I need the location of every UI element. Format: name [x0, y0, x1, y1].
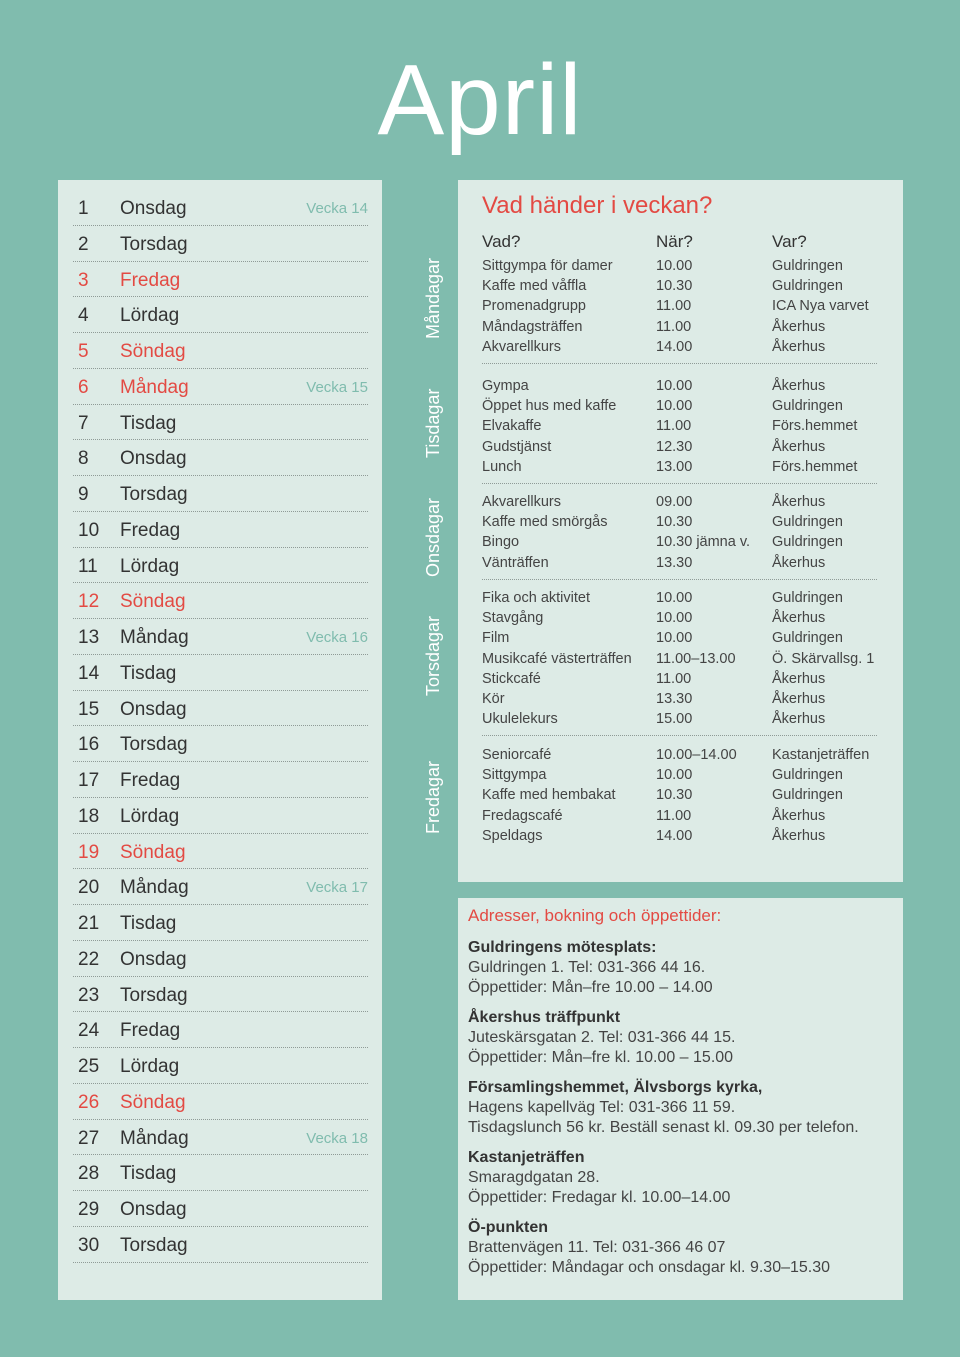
event-place: ICA Nya varvet [772, 298, 869, 315]
calendar-row [73, 476, 368, 512]
calendar-row [73, 762, 368, 798]
event-row [482, 317, 877, 337]
calendar-row [73, 548, 368, 584]
calendar-day-name: Torsdag [120, 1234, 188, 1256]
address-line: Öppettider: Mån–fre kl. 10.00 – 15.00 [468, 1049, 734, 1066]
calendar-day-name: Fredag [120, 519, 181, 541]
calendar-day-number: 19 [78, 841, 100, 863]
calendar-day-name: Onsdag [120, 698, 187, 720]
event-row [482, 437, 877, 457]
event-row [482, 256, 877, 276]
event-time: 13.30 [656, 554, 693, 571]
calendar-day-number: 20 [78, 877, 100, 899]
address-line: Tisdagslunch 56 kr. Beställ senast kl. 09.30 per telefon. [468, 1119, 859, 1136]
events-column-headers [482, 232, 882, 252]
calendar-day-name: Måndag [120, 376, 189, 398]
calendar-row [73, 1227, 368, 1263]
calendar-day-name: Onsdag [120, 198, 187, 219]
event-place: Åkerhus [772, 610, 826, 627]
event-activity: Sittgympa för damer [482, 258, 613, 274]
column-header-where: Var? [772, 232, 807, 251]
event-row [482, 457, 877, 477]
event-time: 10.30 [656, 514, 693, 531]
event-activity: Måndagsträffen [482, 318, 583, 335]
calendar-week-label: Vecka 18 [306, 1129, 368, 1147]
calendar-day-number: 9 [78, 484, 89, 505]
event-time: 10.00–14.00 [656, 747, 737, 763]
addresses-panel [458, 898, 903, 1300]
event-place: Åkerhus [772, 807, 826, 824]
event-place: Åkerhus [772, 690, 826, 707]
event-activity: Lunch [482, 458, 522, 475]
event-activity: Fika och aktivitet [482, 590, 590, 606]
event-place: Guldringen [772, 590, 843, 606]
event-row [482, 492, 877, 512]
calendar-week-label: Vecka 15 [306, 378, 368, 396]
calendar-day-number: 21 [78, 913, 100, 934]
calendar-day-name: Måndag [120, 877, 189, 899]
event-activity: Gympa [482, 378, 529, 394]
calendar-week-label: Vecka 17 [306, 879, 368, 897]
address-heading: Församlingshemmet, Älvsborgs kyrka, [468, 1079, 763, 1096]
event-time: 10.30 [656, 278, 693, 295]
calendar-row [73, 1120, 368, 1156]
event-activity: Kaffe med våffla [482, 278, 587, 295]
calendar-day-name: Lördag [120, 805, 180, 827]
event-activity: Film [482, 630, 510, 647]
event-time: 11.00 [656, 807, 692, 824]
calendar-day-number: 26 [78, 1091, 100, 1113]
calendar-row [73, 1084, 368, 1120]
calendar-day-number: 14 [78, 662, 100, 684]
calendar-row [73, 297, 368, 333]
address-block [468, 1008, 898, 1068]
calendar-day-number: 1 [78, 198, 89, 219]
calendar-day-name: Fredag [120, 1020, 181, 1042]
event-activity: Kaffe med hembakat [482, 787, 616, 804]
address-heading: Guldringens mötesplats: [468, 939, 657, 956]
page-title: April [377, 44, 583, 156]
address-block [468, 1078, 898, 1138]
event-time: 14.00 [656, 338, 693, 355]
calendar-day-name: Söndag [120, 341, 186, 362]
events-day-block [482, 256, 877, 364]
event-time: 10.00 [656, 610, 693, 627]
calendar-day-number: 18 [78, 805, 100, 827]
calendar-row [73, 655, 368, 691]
event-row [482, 806, 877, 826]
event-row [482, 709, 877, 729]
event-place: Åkerhus [772, 494, 826, 510]
event-place: Guldringen [772, 398, 843, 415]
calendar-day-name: Lördag [120, 1056, 180, 1077]
event-place: Åkerhus [772, 438, 826, 455]
calendar-day-name: Torsdag [120, 734, 188, 756]
events-day-block [482, 588, 877, 736]
calendar-row [73, 869, 368, 905]
event-time: 10.00 [656, 258, 693, 274]
calendar-day-name: Fredag [120, 269, 181, 291]
address-block [468, 1218, 898, 1278]
events-day-block [482, 492, 877, 580]
calendar-day-number: 15 [78, 698, 100, 720]
event-activity: Elvakaffe [482, 418, 542, 435]
calendar-day-number: 30 [78, 1234, 100, 1256]
event-time: 11.00 [656, 418, 692, 435]
event-time: 12.30 [656, 438, 693, 455]
event-place: Ö. Skärvallsg. 1 [772, 650, 875, 667]
event-place: Kastanjeträffen [772, 747, 870, 763]
event-place: Förs.hemmet [772, 418, 858, 435]
calendar-day-number: 22 [78, 948, 100, 970]
calendar-day-number: 12 [78, 591, 100, 613]
event-place: Guldringen [772, 787, 843, 804]
event-activity: Öppet hus med kaffe [482, 398, 617, 415]
calendar-day-number: 6 [78, 376, 89, 398]
calendar-week-label: Vecka 16 [306, 629, 368, 646]
calendar-row [73, 226, 368, 262]
calendar-day-number: 7 [78, 412, 89, 434]
calendar-day-number: 5 [78, 341, 89, 362]
event-time: 10.00 [656, 767, 693, 784]
event-time: 10.00 [656, 378, 693, 394]
event-time: 13.30 [656, 690, 693, 707]
address-block [468, 938, 898, 998]
event-activity: Vänträffen [482, 554, 549, 571]
calendar-day-name: Torsdag [120, 984, 188, 1006]
calendar-day-number: 28 [78, 1163, 100, 1185]
event-place: Guldringen [772, 278, 843, 295]
address-line: Brattenvägen 11. Tel: 031-366 46 07 [468, 1239, 726, 1256]
event-row [482, 512, 877, 532]
calendar-row [73, 190, 368, 226]
events-day-block [482, 376, 877, 484]
calendar-day-number: 25 [78, 1056, 100, 1077]
event-time: 10.30 [656, 787, 693, 804]
calendar-day-name: Söndag [120, 841, 186, 863]
event-activity: Akvarellkurs [482, 338, 561, 355]
calendar-day-name: Söndag [120, 1091, 186, 1113]
column-header-when: När? [656, 232, 693, 251]
event-activity: Kaffe med smörgås [482, 514, 608, 531]
event-activity: Akvarellkurs [482, 494, 561, 510]
event-row [482, 416, 877, 436]
event-activity: Fredagscafé [482, 807, 563, 824]
address-line: Öppettider: Måndagar och onsdagar kl. 9.30–15.30 [468, 1259, 831, 1276]
calendar-day-name: Tisdag [120, 662, 177, 684]
calendar-row [73, 1191, 368, 1227]
calendar-day-name: Onsdag [120, 1199, 187, 1220]
address-line: Smaragdgatan 28. [468, 1169, 600, 1186]
event-place: Åkerhus [772, 711, 826, 728]
event-activity: Kör [482, 690, 505, 707]
event-time: 10.30 jämna v. [656, 534, 751, 551]
calendar-day-number: 11 [78, 555, 98, 577]
calendar-day-name: Söndag [120, 591, 186, 613]
address-line: Hagens kapellväg Tel: 031-366 11 59. [468, 1099, 736, 1116]
calendar-row [73, 369, 368, 405]
event-place: Åkerhus [772, 670, 826, 687]
calendar-row [73, 619, 368, 655]
event-place: Guldringen [772, 630, 843, 647]
calendar-row [73, 512, 368, 548]
event-row [482, 296, 877, 316]
calendar-day-name: Tisdag [120, 913, 177, 934]
calendar-day-number: 24 [78, 1020, 100, 1042]
event-activity: Ukulelekurs [482, 711, 558, 728]
event-time: 11.00 [656, 670, 692, 687]
event-place: Åkerhus [772, 378, 826, 394]
calendar-week-label: Vecka 14 [306, 200, 368, 217]
event-place: Guldringen [772, 258, 843, 274]
calendar-row [73, 405, 368, 441]
event-row [482, 396, 877, 416]
event-time: 11.00–13.00 [656, 650, 736, 667]
event-activity: Musikcafé västerträffen [482, 650, 632, 667]
calendar-row [73, 834, 368, 870]
calendar-row [73, 1155, 368, 1191]
event-activity: Stickcafé [482, 670, 541, 687]
event-row [482, 553, 877, 573]
event-row [482, 765, 877, 785]
calendar-day-number: 27 [78, 1127, 100, 1149]
calendar-list [73, 190, 368, 1263]
calendar-day-number: 23 [78, 984, 100, 1006]
event-activity: Sittgympa [482, 767, 547, 784]
calendar-day-name: Torsdag [120, 233, 188, 255]
event-time: 11.00 [656, 298, 692, 315]
address-line: Öppettider: Mån–fre 10.00 – 14.00 [468, 979, 713, 996]
calendar-day-name: Måndag [120, 1127, 189, 1149]
event-row [482, 689, 877, 709]
address-heading: Ö-punkten [468, 1219, 548, 1236]
calendar-day-name: Lördag [120, 555, 180, 577]
address-heading: Åkershus träffpunkt [468, 1009, 621, 1026]
calendar-day-number: 13 [78, 627, 100, 648]
calendar-row [73, 440, 368, 476]
event-place: Guldringen [772, 514, 843, 531]
calendar-day-name: Måndag [120, 627, 189, 648]
calendar-row [73, 691, 368, 727]
calendar-day-number: 8 [78, 448, 89, 470]
calendar-day-number: 10 [78, 519, 100, 541]
calendar-day-name: Tisdag [120, 1163, 177, 1185]
event-place: Åkerhus [772, 338, 826, 355]
calendar-row [73, 1012, 368, 1048]
event-time: 13.00 [656, 458, 693, 475]
event-activity: Gudstjänst [482, 438, 552, 455]
calendar-row [73, 905, 368, 941]
event-row [482, 826, 877, 846]
event-place: Åkerhus [772, 554, 826, 571]
calendar-day-name: Torsdag [120, 484, 188, 505]
address-heading: Kastanjeträffen [468, 1149, 585, 1166]
event-activity: Stavgång [482, 610, 544, 627]
calendar-row [73, 333, 368, 369]
event-activity: Seniorcafé [482, 747, 552, 763]
event-time: 10.00 [656, 590, 693, 606]
event-activity: Promenadgrupp [482, 298, 586, 315]
calendar-row [73, 977, 368, 1013]
event-time: 10.00 [656, 630, 693, 647]
event-row [482, 745, 877, 765]
address-block [468, 1148, 898, 1208]
calendar-day-name: Tisdag [120, 412, 177, 434]
event-time: 11.00 [656, 318, 692, 335]
calendar-day-name: Onsdag [120, 948, 187, 970]
event-row [482, 376, 877, 396]
event-row [482, 608, 877, 628]
event-row [482, 588, 877, 608]
calendar-row [73, 798, 368, 834]
event-row [482, 669, 877, 689]
event-place: Guldringen [772, 767, 843, 784]
event-place: Förs.hemmet [772, 458, 858, 475]
calendar-day-number: 29 [78, 1199, 100, 1220]
event-row [482, 532, 877, 552]
event-activity: Bingo [482, 534, 520, 551]
events-title: Vad händer i veckan? [482, 192, 713, 219]
event-row [482, 785, 877, 805]
calendar-day-number: 2 [78, 233, 89, 255]
event-time: 09.00 [656, 494, 693, 510]
address-line: Juteskärsgatan 2. Tel: 031-366 44 15. [468, 1029, 736, 1046]
calendar-row [73, 726, 368, 762]
calendar-day-number: 3 [78, 269, 89, 291]
calendar-day-name: Fredag [120, 770, 181, 791]
addresses-title: Adresser, bokning och öppettider: [468, 906, 722, 925]
event-activity: Speldags [482, 827, 543, 844]
address-line: Öppettider: Fredagar kl. 10.00–14.00 [468, 1189, 731, 1206]
calendar-day-number: 4 [78, 305, 89, 327]
event-time: 14.00 [656, 827, 693, 844]
events-day-block [482, 745, 877, 852]
calendar-row [73, 262, 368, 298]
events-panel [458, 180, 903, 882]
calendar-day-name: Onsdag [120, 448, 187, 470]
calendar-row [73, 1048, 368, 1084]
event-place: Åkerhus [772, 318, 826, 335]
calendar-day-name: Lördag [120, 305, 180, 327]
calendar-row [73, 941, 368, 977]
calendar-panel [58, 180, 382, 1300]
event-time: 10.00 [656, 398, 693, 415]
address-line: Guldringen 1. Tel: 031-366 44 16. [468, 959, 706, 976]
event-row [482, 276, 877, 296]
column-header-what: Vad? [482, 232, 521, 251]
calendar-row [73, 583, 368, 619]
calendar-day-number: 17 [78, 770, 100, 791]
event-row [482, 649, 877, 669]
event-place: Guldringen [772, 534, 843, 551]
calendar-day-number: 16 [78, 734, 100, 756]
event-row [482, 337, 877, 357]
event-place: Åkerhus [772, 827, 826, 844]
event-row [482, 628, 877, 648]
event-time: 15.00 [656, 711, 693, 728]
